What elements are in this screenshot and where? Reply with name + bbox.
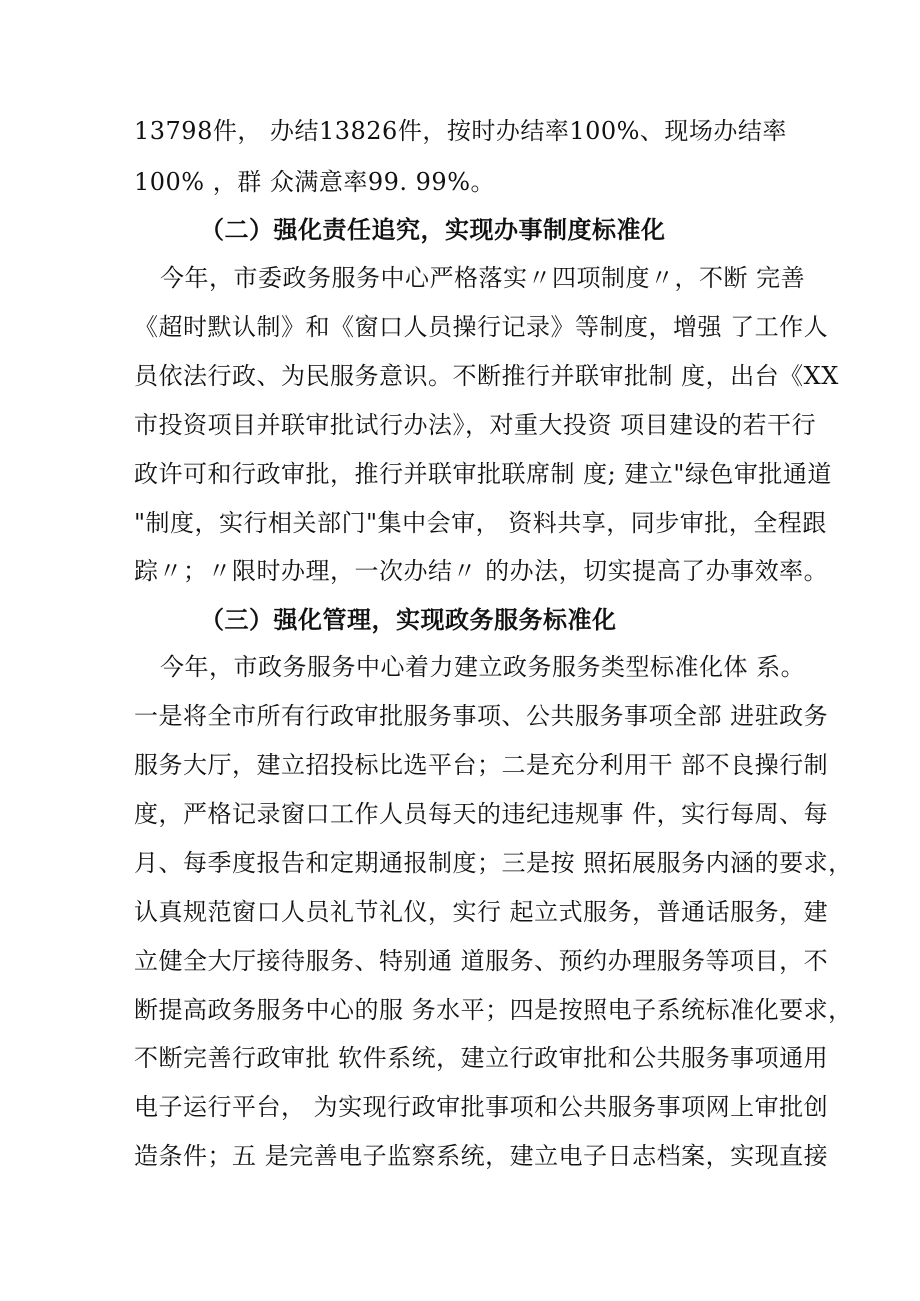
section-heading-3: （三）强化管理，实现政务服务标准化 [200, 605, 617, 634]
body-text-line: 市投资项目并联审批试行办法》，对重大投资 项目建设的若干行 [134, 411, 817, 439]
body-text-line: 月、每季度报告和定期通报制度；三是按 照拓展服务内涵的要求， [134, 849, 853, 877]
body-text-line: 踪〃；〃限时办理，一次办结〃 的办法，切实提高了办事效率。 [134, 557, 829, 585]
body-text-line: 度，严格记录窗口工作人员每天的违纪违规事 件，实行每周、每 [134, 800, 829, 828]
body-text-line: 不断完善行政审批 软件系统，建立行政审批和公共服务事项通用 [134, 1044, 829, 1072]
body-text-line: 一是将全市所有行政审批服务事项、公共服务事项全部 进驻政务 [134, 702, 829, 730]
paragraph-first-line: 今年，市政务服务中心着力建立政务服务类型标准化体 系。 [160, 653, 806, 681]
section-heading-2: （二）强化责任追究，实现办事制度标准化 [200, 215, 666, 244]
body-text-line: 政许可和行政审批，推行并联审批联席制 度; 建立"绿色审批通道 [134, 460, 832, 488]
paragraph-first-line: 今年，市委政务服务中心严格落实〃四项制度〃，不断 完善 [160, 264, 806, 292]
body-text-line: 认真规范窗口人员礼节礼仪，实行 起立式服务，普通话服务，建 [134, 898, 829, 926]
body-text-line: 《超时默认制》和《窗口人员操行记录》等制度，增强 了工作人 [134, 313, 829, 341]
body-text-line: 电子运行平台， 为实现行政审批事项和公共服务事项网上审批创 [134, 1093, 829, 1121]
body-text-line: 13798件， 办结13826件，按时办结率100%、现场办结率 [134, 117, 787, 145]
body-text-line: 立健全大厅接待服务、特别通 道服务、预约办理服务等项目，不 [134, 947, 829, 975]
body-text-line: 服务大厅，建立招投标比选平台；二是充分利用干 部不良操行制 [134, 751, 829, 779]
body-text-line: 断提高政务服务中心的服 务水平；四是按照电子系统标准化要求， [134, 996, 853, 1024]
body-text-line: 造条件；五 是完善电子监察系统，建立电子日志档案，实现直接 [134, 1142, 829, 1170]
body-text-line: 员依法行政、为民服务意识。不断推行并联审批制 度，出台《XX [134, 362, 839, 390]
body-text-line: 100% ，群 众满意率99. 99%。 [134, 168, 496, 196]
body-text-line: "制度，实行相关部门"集中会审， 资料共享，同步审批，全程跟 [134, 509, 827, 537]
